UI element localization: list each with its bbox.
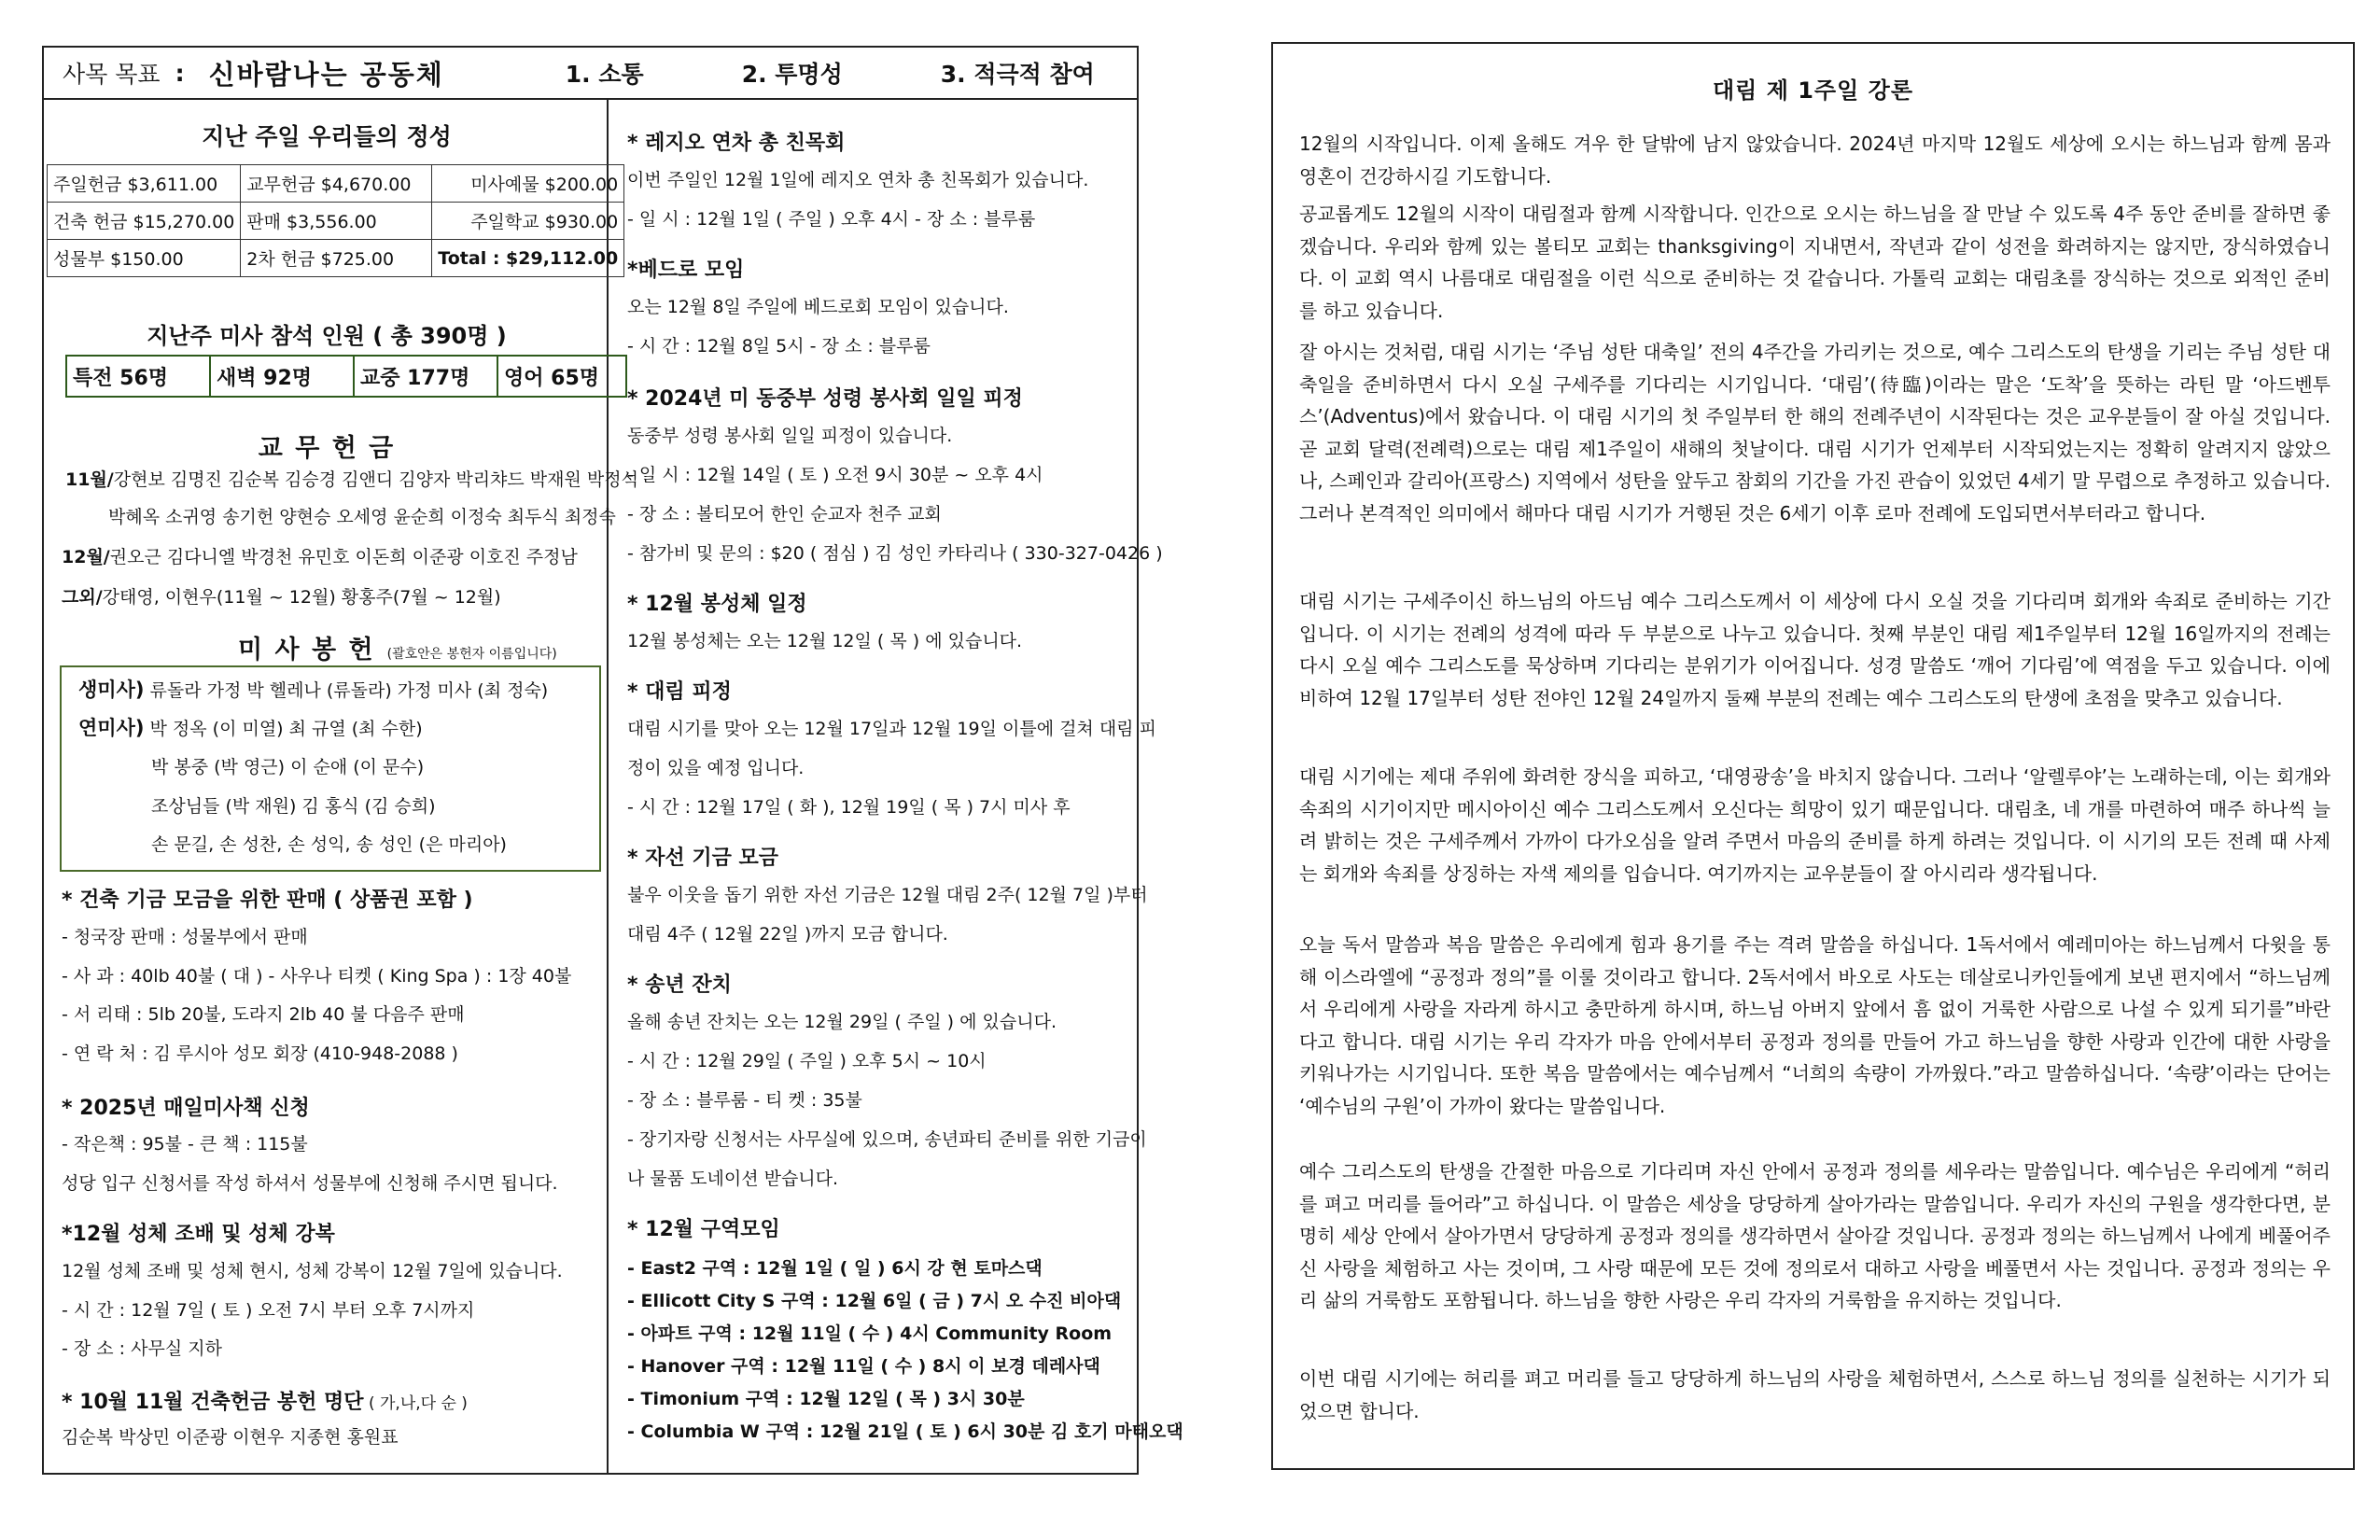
mass-dead-line: 박 봉중 (박 영근) 이 순애 (이 문수)	[151, 757, 425, 777]
mass-living: 류돌라 가정 박 헬레나 (류돌라) 가정 미사 (최 정숙)	[149, 680, 549, 701]
retreat-line: - 참가비 및 문의 : $20 ( 점심 ) 김 성인 카타리나 ( 330-327-0426 )	[627, 543, 1163, 564]
mass-dead-line: 박 정옥 (이 미열) 최 규열 (최 수한)	[149, 719, 423, 739]
table-cell: 성물부 $150.00	[48, 240, 241, 277]
mass-living-label: 생미사)	[78, 679, 145, 701]
mass-dead-line: 조상님들 (박 재원) 김 홍식 (김 승희)	[151, 796, 436, 817]
advent-retreat-line: 정이 있을 예정 입니다.	[627, 758, 805, 778]
adoration-title: *12월 성체 조배 및 성체 강복	[62, 1223, 335, 1246]
homily-paragraph: 잘 아시는 것처럼, 대림 시기는 ‘주님 성탄 대축일’ 전의 4주간을 가리키는 것으로, 예수 그리스도의 탄생을 기리는 주님 성탄 대축일을 준비하면서 다시 오실 구세주를 기다리는 시기입니다. ‘대림’(待臨)이라는 말은 ‘도착’을 뜻하는 라틴 말 ‘아드벤투스’(Adventus)에서 왔습니다. 이 대림 시기의 첫 주일부터 한 해의 전례주년이 시작된다는 것은 교우분들이 잘 아실 것입니다. 곧 교회 달력(전례력)으로는 대림 제1주일이 새해의 첫날이다. 대림 시기가 언제부터 시작되었는지는 정확히 알려지지 않았으나, 스페인과 갈리아(프랑스) 지역에서 성탄을 앞두고 참회의 기간을 가진 관습이 있었던 4세기 말 무렵으로 추정하고 있습니다. 그러나 본격적인 의미에서 해마다 대림 시기가 거행된 것은 6세기 이후 로마 전례에 도입되면서부터라고 합니다.	[1299, 341, 2331, 525]
table-cell: 주일학교 $930.00	[432, 203, 624, 240]
charity-line: 대림 4주 ( 12월 22일 )까지 모금 합니다.	[627, 924, 948, 945]
donors-title: * 10월 11월 건축헌금 봉헌 명단	[62, 1391, 364, 1414]
table-cell: 건축 헌금 $15,270.00	[48, 203, 241, 240]
table-cell: 주일헌금 $3,611.00	[48, 165, 241, 203]
legio-line: 이번 주일인 12월 1일에 레지오 연차 총 친목회가 있습니다.	[627, 170, 1089, 190]
attendance-cell: 새벽 92명	[210, 356, 354, 397]
homily-paragraph: 이번 대림 시기에는 허리를 펴고 머리를 들고 당당하게 하느님의 사랑을 체험하면서, 스스로 하느님 정의를 실천하는 시기가 되었으면 합니다.	[1299, 1367, 2331, 1422]
kyomu-nov-line2: 박혜옥 소귀영 송기헌 양현승 오세영 윤순희 이정숙 최두식 최정숙	[108, 507, 616, 527]
peter-line: 오는 12월 8일 주일에 베드로회 모임이 있습니다.	[627, 297, 1009, 317]
retreat-line: - 일 시 : 12월 14일 ( 토 ) 오전 9시 30분 ~ 오후 4시	[627, 465, 1043, 485]
advent-retreat-line: 대림 시기를 맞아 오는 12월 17일과 12월 19일 이틀에 걸쳐 대림 피	[627, 719, 1156, 739]
district-line: - Timonium 구역 : 12월 12일 ( 목 ) 3시 30분	[627, 1389, 1025, 1409]
peter-title: *베드로 모임	[627, 259, 745, 282]
legio-title: * 레지오 연차 총 친목회	[627, 132, 846, 155]
goal-colon: :	[175, 59, 185, 87]
goal-title: 신바람나는 공동체	[208, 58, 444, 91]
yearend-line: - 시 간 : 12월 29일 ( 주일 ) 오후 5시 ~ 10시	[627, 1051, 987, 1071]
building-sale-line: - 사 과 : 40lb 40불 ( 대 ) - 사우나 티켓 ( King Spa ) : 1장 40불	[62, 966, 572, 987]
missal-line: 성당 입구 신청서를 작성 하셔서 성물부에 신청해 주시면 됩니다.	[62, 1173, 558, 1194]
homily-title: 대림 제 1주일 강론	[1712, 77, 1914, 104]
yearend-line: - 장 소 : 블루룸 - 티 켓 : 35불	[627, 1090, 862, 1111]
district-line: - Ellicott City S 구역 : 12월 6일 ( 금 ) 7시 오 수진 비아댁	[627, 1291, 1122, 1311]
districts-title: * 12월 구역모임	[627, 1218, 780, 1241]
adoration-line: - 장 소 : 사무실 지하	[62, 1338, 222, 1359]
table-cell: 2차 헌금 $725.00	[241, 240, 432, 277]
yearend-line: 올해 송년 잔치는 오는 12월 29일 ( 주일 ) 에 있습니다.	[627, 1012, 1057, 1032]
attendance-title: 지난주 미사 참석 인원 ( 총 390명 )	[147, 323, 507, 349]
mass-note: (괄호안은 봉헌자 이름입니다)	[386, 647, 557, 662]
attendance-cell: 영어 65명	[497, 356, 626, 397]
kyomu-nov-line1: 강현보 김명진 김순복 김승경 김앤디 김양자 박리챠드 박재원 박정석	[113, 469, 638, 490]
retreat-line: 동중부 성령 봉사회 일일 피정이 있습니다.	[627, 426, 953, 446]
kyomu-other-label: 그외/	[62, 587, 103, 608]
yearend-line: - 장기자랑 신청서는 사무실에 있으며, 송년파티 준비를 위한 기금이	[627, 1129, 1147, 1150]
district-line: - 아파트 구역 : 12월 11일 ( 수 ) 4시 Community Room	[627, 1323, 1113, 1344]
building-sale-line: - 청국장 판매 : 성물부에서 판매	[62, 927, 308, 947]
kyomu-nov-label: 11월/	[65, 469, 114, 490]
mass-title: 미 사 봉 헌	[238, 636, 375, 665]
kyomu-title: 교 무 헌 금	[258, 434, 396, 463]
offering-table	[47, 164, 624, 277]
donors-line: 김순복 박상민 이준광 이현우 지종현 홍원표	[62, 1427, 399, 1448]
building-sale-line: - 연 락 처 : 김 루시아 성모 회장 (410-948-2088 )	[62, 1043, 458, 1064]
homily-paragraph: 공교롭게도 12월의 시작이 대림절과 함께 시작합니다. 인간으로 오시는 하느님을 잘 만날 수 있도록 4주 동안 준비를 잘하면 좋겠습니다. 우리와 함께 있는 볼티모 교회는 thanksgiving이 지내면서, 작년과 같이 성전을 화려하지는 않지만, 장식하였습니다. 이 교회 역시 나름대로 대림절을 이런 식으로 준비하는 것 같습니다. 가톨릭 교회는 대림초를 장식하는 것으로 외적인 준비를 하고 있습니다.	[1299, 203, 2331, 322]
homily-paragraph: 대림 시기에는 제대 주위에 화려한 장식을 피하고, ‘대영광송’을 바치지 않습니다. 그러나 ‘알렐루야’는 노래하는데, 이는 회개와 속죄의 시기이지만 메시아이신 예수 그리스도께서 오신다는 희망이 있기 때문입니다. 대림초, 네 개를 마련하여 매주 하나씩 늘려 밝히는 것은 구세주께서 가까이 다가오심을 알려 주면서 마음의 준비를 하게 하려는 것입니다. 이 시기의 모든 전례 때 사제는 회개와 속죄를 상징하는 자색 제의를 입습니다. 여기까지는 교우분들이 잘 아시리라 생각됩니다.	[1299, 765, 2331, 885]
kyomu-dec-line: 권오근 김다니엘 박경천 유민호 이돈희 이준광 이호진 주정남	[109, 547, 578, 567]
table-row	[48, 203, 624, 240]
homily-panel	[1271, 42, 2355, 1470]
building-sale-title: * 건축 기금 모금을 위한 판매 ( 상품권 포함 )	[62, 889, 473, 912]
yearend-line: 나 물품 도네이션 받습니다.	[627, 1169, 839, 1189]
donors-title-row	[62, 1386, 468, 1415]
attendance-cell: 특전 56명	[66, 356, 210, 397]
column-divider	[607, 100, 609, 1475]
homily-paragraph: 대림 시기는 구세주이신 하느님의 아드님 예수 그리스도께서 이 세상에 다시 오실 것을 기다리며 회개와 속죄로 준비하는 기간입니다. 이 시기는 전례의 성격에 따라 두 부분으로 나누고 있습니다. 첫째 부분인 대림 제1주일부터 12월 16일까지의 전례는 다시 오실 예수 그리스도를 묵상하며 기다리는 분위기가 이어집니다. 성경 말씀도 ‘깨어 기다림’에 역점을 두고 있습니다. 이에 비하여 12월 17일부터 성탄 전야인 12월 24일까지 둘째 부분의 전례는 예수 그리스도의 탄생에 초점을 맞추고 있습니다.	[1299, 590, 2331, 709]
offering-title: 지난 주일 우리들의 정성	[202, 123, 452, 150]
homily-paragraph: 예수 그리스도의 탄생을 간절한 마음으로 기다리며 자신 안에서 공정과 정의를 세우라는 말씀입니다. 예수님은 우리에게 “허리를 펴고 머리를 들어라”고 하십니다. 이 말씀은 세상을 당당하게 살아가라는 말씀입니다. 우리가 자신의 구원을 생각한다면, 분명히 세상 안에서 살아가면서 당당하게 공정과 정의를 생각하면서 살아갈 것입니다. 공정과 정의는 하느님께서 나에게 베풀어주신 사랑을 체험하고 사는 것이며, 그 사랑 때문에 모든 것에 정의로서 대하고 사랑을 베풀면서 사는 것입니다. 공정과 정의는 우리 삶의 거룩함도 포함됩니다. 하느님을 향한 사랑은 우리 각자의 거룩함을 유지하는 것입니다.	[1299, 1160, 2331, 1311]
homily-paragraph: 오늘 독서 말씀과 복음 말씀은 우리에게 힘과 용기를 주는 격려 말씀을 하십니다. 1독서에서 예레미아는 하느님께서 다윗을 통해 이스라엘에 “공정과 정의”를 이룰 것이라고 합니다. 2독서에서 바오로 사도는 데살로니카인들에게 보낸 편지에서 “하느님께서 우리에게 사랑을 자라게 하시고 충만하게 하시며, 하느님 아버지 앞에서 흠 없이 거룩한 사람으로 나설 수 있게 되기를”바란다고 합니다. 대림 시기는 우리 각자가 마음 안에서부터 공정과 정의를 만들어 가고 하느님을 향한 사랑과 인간에 대한 사랑을 키워나가는 시기입니다. 또한 복음 말씀에서는 예수님께서 “너희의 속량이 가까웠다.”라고 말씀하십니다. ‘속량’이라는 단어는 ‘예수님의 구원’이 가까이 왔다는 말씀입니다.	[1299, 933, 2331, 1117]
district-line: - Hanover 구역 : 12월 11일 ( 수 ) 8시 이 보경 데레사댁	[627, 1356, 1100, 1377]
yearend-title: * 송년 잔치	[627, 973, 732, 997]
anointing-line: 12월 봉성체는 오는 12월 12일 ( 목 ) 에 있습니다.	[627, 631, 1023, 651]
donors-title-note: ( 가,나,다 순 )	[363, 1394, 468, 1413]
attendance-cell: 교중 177명	[354, 356, 497, 397]
advent-retreat-line: - 시 간 : 12월 17일 ( 화 ), 12월 19일 ( 목 ) 7시 미사 후	[627, 797, 1071, 818]
missal-title: * 2025년 매일미사책 신청	[62, 1097, 310, 1120]
charity-line: 불우 이웃을 돕기 위한 자선 기금은 12월 대림 2주( 12월 7일 )부터	[627, 885, 1148, 905]
advent-retreat-title: * 대림 피정	[627, 680, 732, 704]
adoration-line: 12월 성체 조배 및 성체 현시, 성체 강복이 12월 7일에 있습니다.	[62, 1261, 563, 1281]
kyomu-other-line: 강태영, 이현우(11월 ~ 12월) 황홍주(7월 ~ 12월)	[102, 587, 501, 608]
missal-line: - 작은책 : 95불 - 큰 책 : 115불	[62, 1134, 308, 1155]
peter-line: - 시 간 : 12월 8일 5시 - 장 소 : 블루룸	[627, 336, 931, 357]
table-row	[48, 240, 624, 277]
mass-dead-line: 손 문길, 손 성찬, 손 성익, 송 성인 (은 마리아)	[151, 834, 507, 855]
table-cell: 교무헌금 $4,670.00	[241, 165, 432, 203]
homily-paragraph: 12월의 시작입니다. 이제 올해도 겨우 한 달밖에 남지 않았습니다. 2024년 마지막 12월도 세상에 오시는 하느님과 함께 몸과 영혼이 건강하시길 기도합니다.	[1299, 133, 2331, 188]
table-cell: 미사예물 $200.00	[432, 165, 624, 203]
table-row	[66, 356, 626, 397]
anointing-title: * 12월 봉성체 일정	[627, 593, 807, 616]
table-cell: 판매 $3,556.00	[241, 203, 432, 240]
goal-point-2: 2. 투명성	[741, 61, 843, 88]
pastoral-goal-bar	[42, 46, 1139, 100]
goal-point-1: 1. 소통	[565, 61, 644, 88]
mass-title-row	[238, 629, 557, 665]
table-cell-total: Total : $29,112.00	[432, 240, 624, 277]
building-sale-line: - 서 리태 : 5lb 20불, 도라지 2lb 40 불 다음주 판매	[62, 1004, 465, 1025]
goal-label: 사목 목표	[63, 61, 161, 88]
adoration-line: - 시 간 : 12월 7일 ( 토 ) 오전 7시 부터 오후 7시까지	[62, 1300, 475, 1321]
district-line: - Columbia W 구역 : 12월 21일 ( 토 ) 6시 30분 김 호기 마태오댁	[627, 1421, 1183, 1442]
attendance-table	[65, 355, 627, 398]
retreat-title: * 2024년 미 동중부 성령 봉사회 일일 피정	[627, 387, 1023, 411]
district-line: - East2 구역 : 12월 1일 ( 일 ) 6시 강 현 토마스댁	[627, 1258, 1043, 1279]
mass-dead-label: 연미사)	[78, 717, 145, 739]
retreat-line: - 장 소 : 볼티모어 한인 순교자 천주 교회	[627, 504, 942, 525]
legio-line: - 일 시 : 12월 1일 ( 주일 ) 오후 4시 - 장 소 : 블루룸	[627, 209, 1036, 230]
table-row	[48, 165, 624, 203]
kyomu-dec-label: 12월/	[62, 547, 110, 567]
charity-title: * 자선 기금 모금	[627, 847, 778, 870]
goal-point-3: 3. 적극적 참여	[940, 61, 1095, 88]
